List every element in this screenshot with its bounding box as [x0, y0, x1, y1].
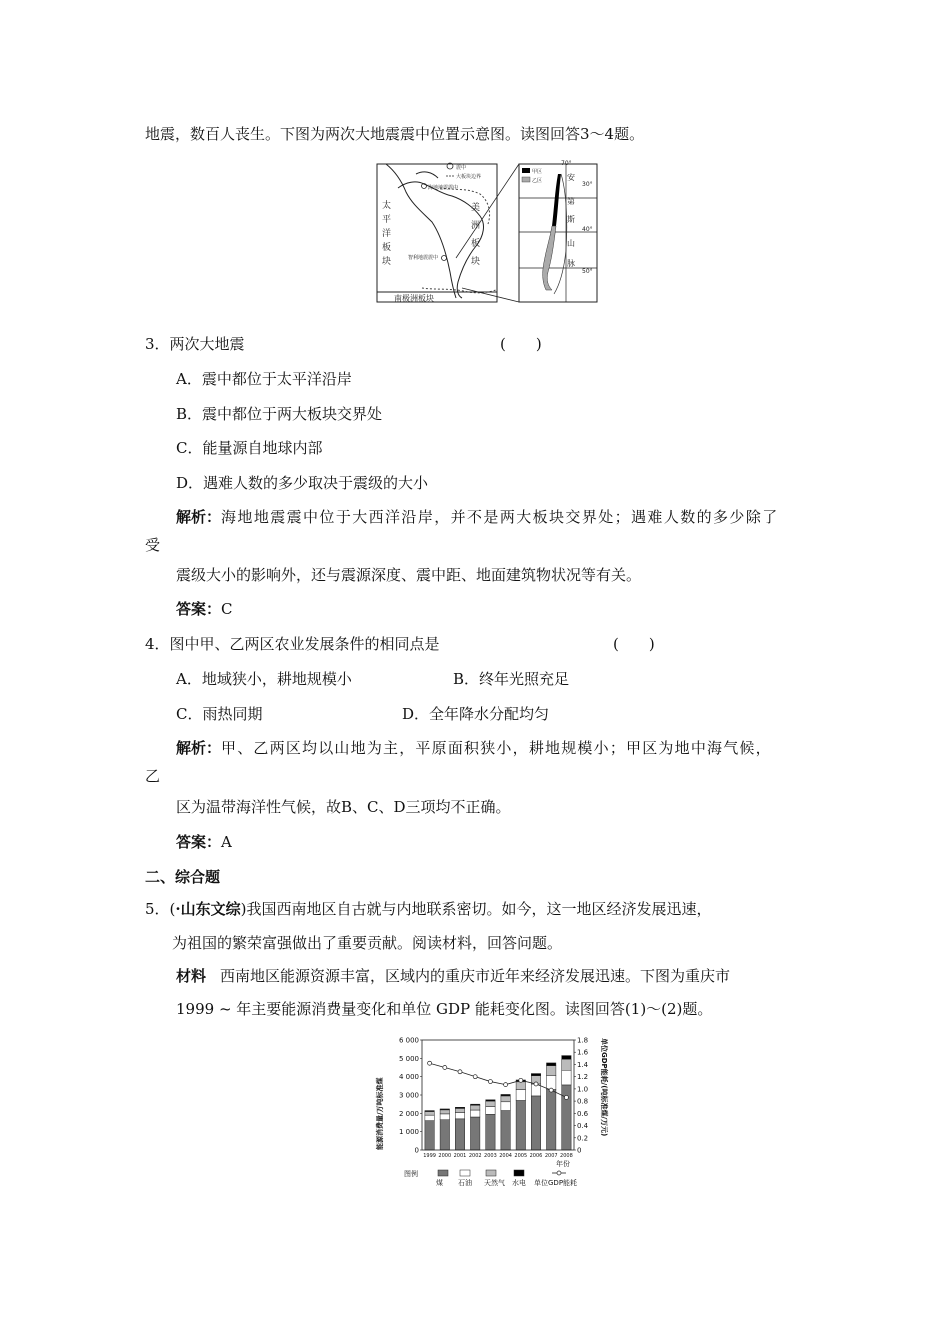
gdp-energy-line [430, 1063, 567, 1097]
gdp-energy-point [488, 1080, 492, 1084]
longitude-label: 70° [561, 160, 572, 167]
legend-epicenter-label: 震中 [456, 165, 467, 171]
legend-line-point [557, 1171, 561, 1175]
q4-analysis [176, 738, 772, 758]
q3-analysis-label: 解析： [176, 508, 222, 526]
bar-segment [486, 1114, 495, 1150]
lat-40-label: 40° [582, 226, 593, 233]
bar-segment [516, 1082, 525, 1090]
legend-title: 图例 [404, 1170, 418, 1178]
q5-stem-line-2: 为祖国的繁荣富强做出了重要贡献。阅读材料，回答问题。 [172, 934, 563, 952]
section-heading: 二、综合题 [145, 868, 221, 886]
y2-tick-label: 1.2 [577, 1073, 589, 1082]
antarctic-plate-label: 南极洲板块 [394, 294, 434, 303]
y-tick-label: 4 000 [398, 1073, 419, 1082]
y-tick-label: 6 000 [398, 1036, 419, 1045]
energy-chart [368, 1030, 614, 1186]
q4-answer-label: 答案： [176, 833, 222, 851]
earthquake-map-figure [376, 160, 598, 306]
bar-segment [455, 1107, 464, 1108]
q5-material-text-1: 西南地区能源资源丰富，区域内的重庆市近年来经济发展迅速。下图为重庆市 [220, 967, 731, 985]
bar-segment [562, 1056, 571, 1060]
y2-axis-label: 单位GDP能耗/(吨标准煤/万元) [600, 1038, 608, 1137]
q4-analysis-label: 解析： [176, 739, 222, 757]
gdp-energy-point [473, 1075, 477, 1079]
andes-char-1: 安 [567, 173, 575, 182]
x-tick-label: 2006 [529, 1153, 543, 1159]
x-axis-label: 年份 [556, 1160, 570, 1168]
legend-swatch [460, 1170, 470, 1176]
q3-answer-value: C [221, 600, 233, 618]
bar-segment [562, 1059, 571, 1070]
chile-epicenter-label: 智利地震震中 [408, 255, 439, 261]
q3-answer-label: 答案： [176, 600, 222, 618]
andes-char-5: 脉 [567, 259, 575, 268]
gdp-energy-point [564, 1095, 568, 1099]
andes-char-2: 第 [567, 197, 575, 206]
q5-material-text-2: 1999 ~ 年主要能源消费量变化和单位 GDP 能耗变化图。读图回答(1)～(2)题。 [176, 1000, 713, 1018]
y-tick-label: 5 000 [398, 1054, 419, 1063]
bar-segment [486, 1107, 495, 1115]
q3-analysis-text-1: 海地地震震中位于大西洋沿岸，并不是两大板块交界处；遇难人数的多少除了 [221, 508, 779, 526]
haiti-epicenter-label: 海地地震震中 [428, 185, 459, 191]
lat-30-label: 30° [582, 181, 593, 188]
legend-swatch [514, 1170, 524, 1176]
y-tick-label: 0 [414, 1146, 419, 1155]
q5-material [176, 966, 730, 986]
bar-segment [440, 1114, 449, 1120]
x-tick-label: 2001 [453, 1153, 467, 1159]
legend-label: 天然气 [484, 1179, 505, 1186]
x-tick-label: 2007 [544, 1153, 558, 1159]
inset-legend-b-label: 乙区 [532, 178, 543, 184]
y-tick-label: 1 000 [398, 1128, 419, 1137]
bar-segment [546, 1076, 555, 1090]
earthquake-map [376, 160, 598, 306]
x-tick-label: 2008 [560, 1153, 573, 1159]
pacific-char-3: 洋 [382, 229, 392, 239]
american-char-1: 美 [471, 203, 481, 213]
x-tick-label: 2005 [514, 1153, 528, 1159]
bar-segment [470, 1110, 479, 1117]
bar-segment [440, 1110, 449, 1114]
pacific-char-4: 板 [382, 243, 392, 253]
q4-option-d: D．全年降水分配均匀 [402, 705, 550, 723]
legend-swatch [486, 1170, 496, 1176]
legend-label: 水电 [512, 1179, 526, 1186]
bar-segment [440, 1120, 449, 1150]
y2-tick-label: 0.6 [577, 1109, 589, 1118]
q4-analysis-wrap: 乙 [145, 767, 161, 785]
lat-50-label: 50° [582, 268, 593, 275]
q5-stem-rest: )我国西南地区自古就与内地联系密切。如今，这一地区经济发展迅速， [240, 900, 712, 918]
legend-label: 煤 [436, 1179, 443, 1186]
bar-segment [425, 1121, 434, 1150]
y2-tick-label: 0.8 [577, 1097, 589, 1106]
q4-answer [176, 832, 232, 852]
legend-label: 单位GDP能耗 [534, 1179, 578, 1186]
x-tick-label: 2002 [468, 1153, 482, 1159]
x-tick-label: 2004 [499, 1153, 512, 1159]
bar-segment [531, 1096, 540, 1150]
q4-analysis-text-2: 区为温带海洋性气候，故B、C、D三项均不正确。 [176, 798, 511, 816]
y-axis-label: 能源消费量/万吨标准煤 [376, 1077, 384, 1150]
intro-text: 地震，数百人丧生。下图为两次大地震震中位置示意图。读图回答3～4题。 [145, 125, 645, 143]
legend-label: 石油 [458, 1179, 472, 1186]
q4-analysis-text-1: 甲、乙两区均以山地为主，平原面积狭小，耕地规模小；甲区为地中海气候， [221, 739, 772, 757]
legend-boundary-label: 大板块边界 [456, 174, 482, 180]
gdp-energy-point [458, 1070, 462, 1074]
andes-char-4: 山 [567, 239, 575, 248]
x-tick-label: 2000 [438, 1153, 452, 1159]
x-tick-label: 2003 [484, 1153, 497, 1159]
bar-segment [486, 1101, 495, 1107]
q3-option-d: D．遇难人数的多少取决于震级的大小 [176, 474, 429, 492]
andes-char-3: 斯 [567, 215, 575, 224]
bar-segment [486, 1100, 495, 1101]
pacific-char-2: 平 [382, 215, 392, 225]
q4-stem: 4．图中甲、乙两区农业发展条件的相同点是 [145, 635, 440, 653]
y2-tick-label: 0.4 [577, 1122, 589, 1131]
bar-segment [440, 1109, 449, 1110]
y-tick-label: 2 000 [398, 1109, 419, 1118]
y2-tick-label: 1.6 [577, 1048, 589, 1057]
bar-segment [470, 1104, 479, 1105]
energy-chart-figure [368, 1030, 614, 1186]
y2-tick-label: 0.2 [577, 1134, 589, 1143]
bar-segment [516, 1101, 525, 1151]
y2-tick-label: 1.0 [577, 1085, 589, 1094]
bar-segment [516, 1090, 525, 1101]
y2-tick-label: 1.8 [577, 1036, 589, 1045]
q5-material-label: 材料 [176, 967, 207, 985]
q4-option-a: A．地域狭小，耕地规模小 [176, 670, 352, 688]
bar-segment [455, 1113, 464, 1119]
pacific-char-5: 块 [382, 257, 392, 267]
bar-segment [546, 1066, 555, 1076]
bar-segment [455, 1119, 464, 1150]
gdp-energy-point [428, 1061, 432, 1065]
inset-legend-a-label: 甲区 [532, 169, 543, 175]
bar-segment [501, 1096, 510, 1102]
q4-answer-value: A [221, 833, 232, 851]
q4-option-b: B．终年光照充足 [453, 670, 570, 688]
y-tick-label: 3 000 [398, 1091, 419, 1100]
gdp-energy-point [519, 1078, 523, 1082]
q3-stem: 3．两次大地震 [145, 335, 245, 353]
y2-tick-label: 0 [577, 1146, 582, 1155]
bar-segment [546, 1090, 555, 1151]
legend-swatch [438, 1170, 448, 1176]
american-char-4: 块 [471, 257, 481, 267]
q3-analysis [176, 507, 779, 527]
bar-segment [470, 1105, 479, 1110]
q3-analysis-wrap: 受 [145, 536, 161, 554]
american-char-2: 洲 [471, 221, 481, 231]
q5-stem-source: ·山东文综 [175, 900, 241, 918]
q5-stem-prefix: 5．( [145, 900, 176, 918]
bar-segment [470, 1117, 479, 1150]
bar-segment [425, 1115, 434, 1121]
q4-answer-paren: ( ) [613, 635, 655, 653]
bar-segment [455, 1108, 464, 1112]
bar-segment [501, 1094, 510, 1095]
q3-analysis-text-2: 震级大小的影响外，还与震源深度、震中距、地面建筑物状况等有关。 [176, 566, 642, 584]
q3-option-c: C．能量源自地球内部 [176, 439, 323, 457]
x-tick-label: 1999 [423, 1153, 436, 1159]
bar-segment [501, 1102, 510, 1111]
gdp-energy-point [504, 1083, 508, 1087]
y2-tick-label: 1.4 [577, 1060, 589, 1069]
gdp-energy-point [534, 1082, 538, 1086]
bar-segment [562, 1085, 571, 1150]
american-char-3: 板 [471, 239, 481, 249]
pacific-char-1: 太 [382, 201, 392, 211]
bar-segment [501, 1111, 510, 1150]
bar-segment [425, 1111, 434, 1112]
gdp-energy-point [443, 1066, 447, 1070]
bar-segment [562, 1070, 571, 1085]
bar-segment [425, 1112, 434, 1116]
q4-option-c: C．雨热同期 [176, 705, 263, 723]
bar-segment [531, 1074, 540, 1076]
gdp-energy-point [549, 1088, 553, 1092]
q3-option-b: B．震中都位于两大板块交界处 [176, 405, 383, 423]
q5-stem [145, 899, 712, 919]
q3-answer-paren: ( ) [500, 335, 542, 353]
q3-answer [176, 599, 233, 619]
q3-option-a: A．震中都位于太平洋沿岸 [176, 370, 352, 388]
bar-segment [546, 1063, 555, 1066]
